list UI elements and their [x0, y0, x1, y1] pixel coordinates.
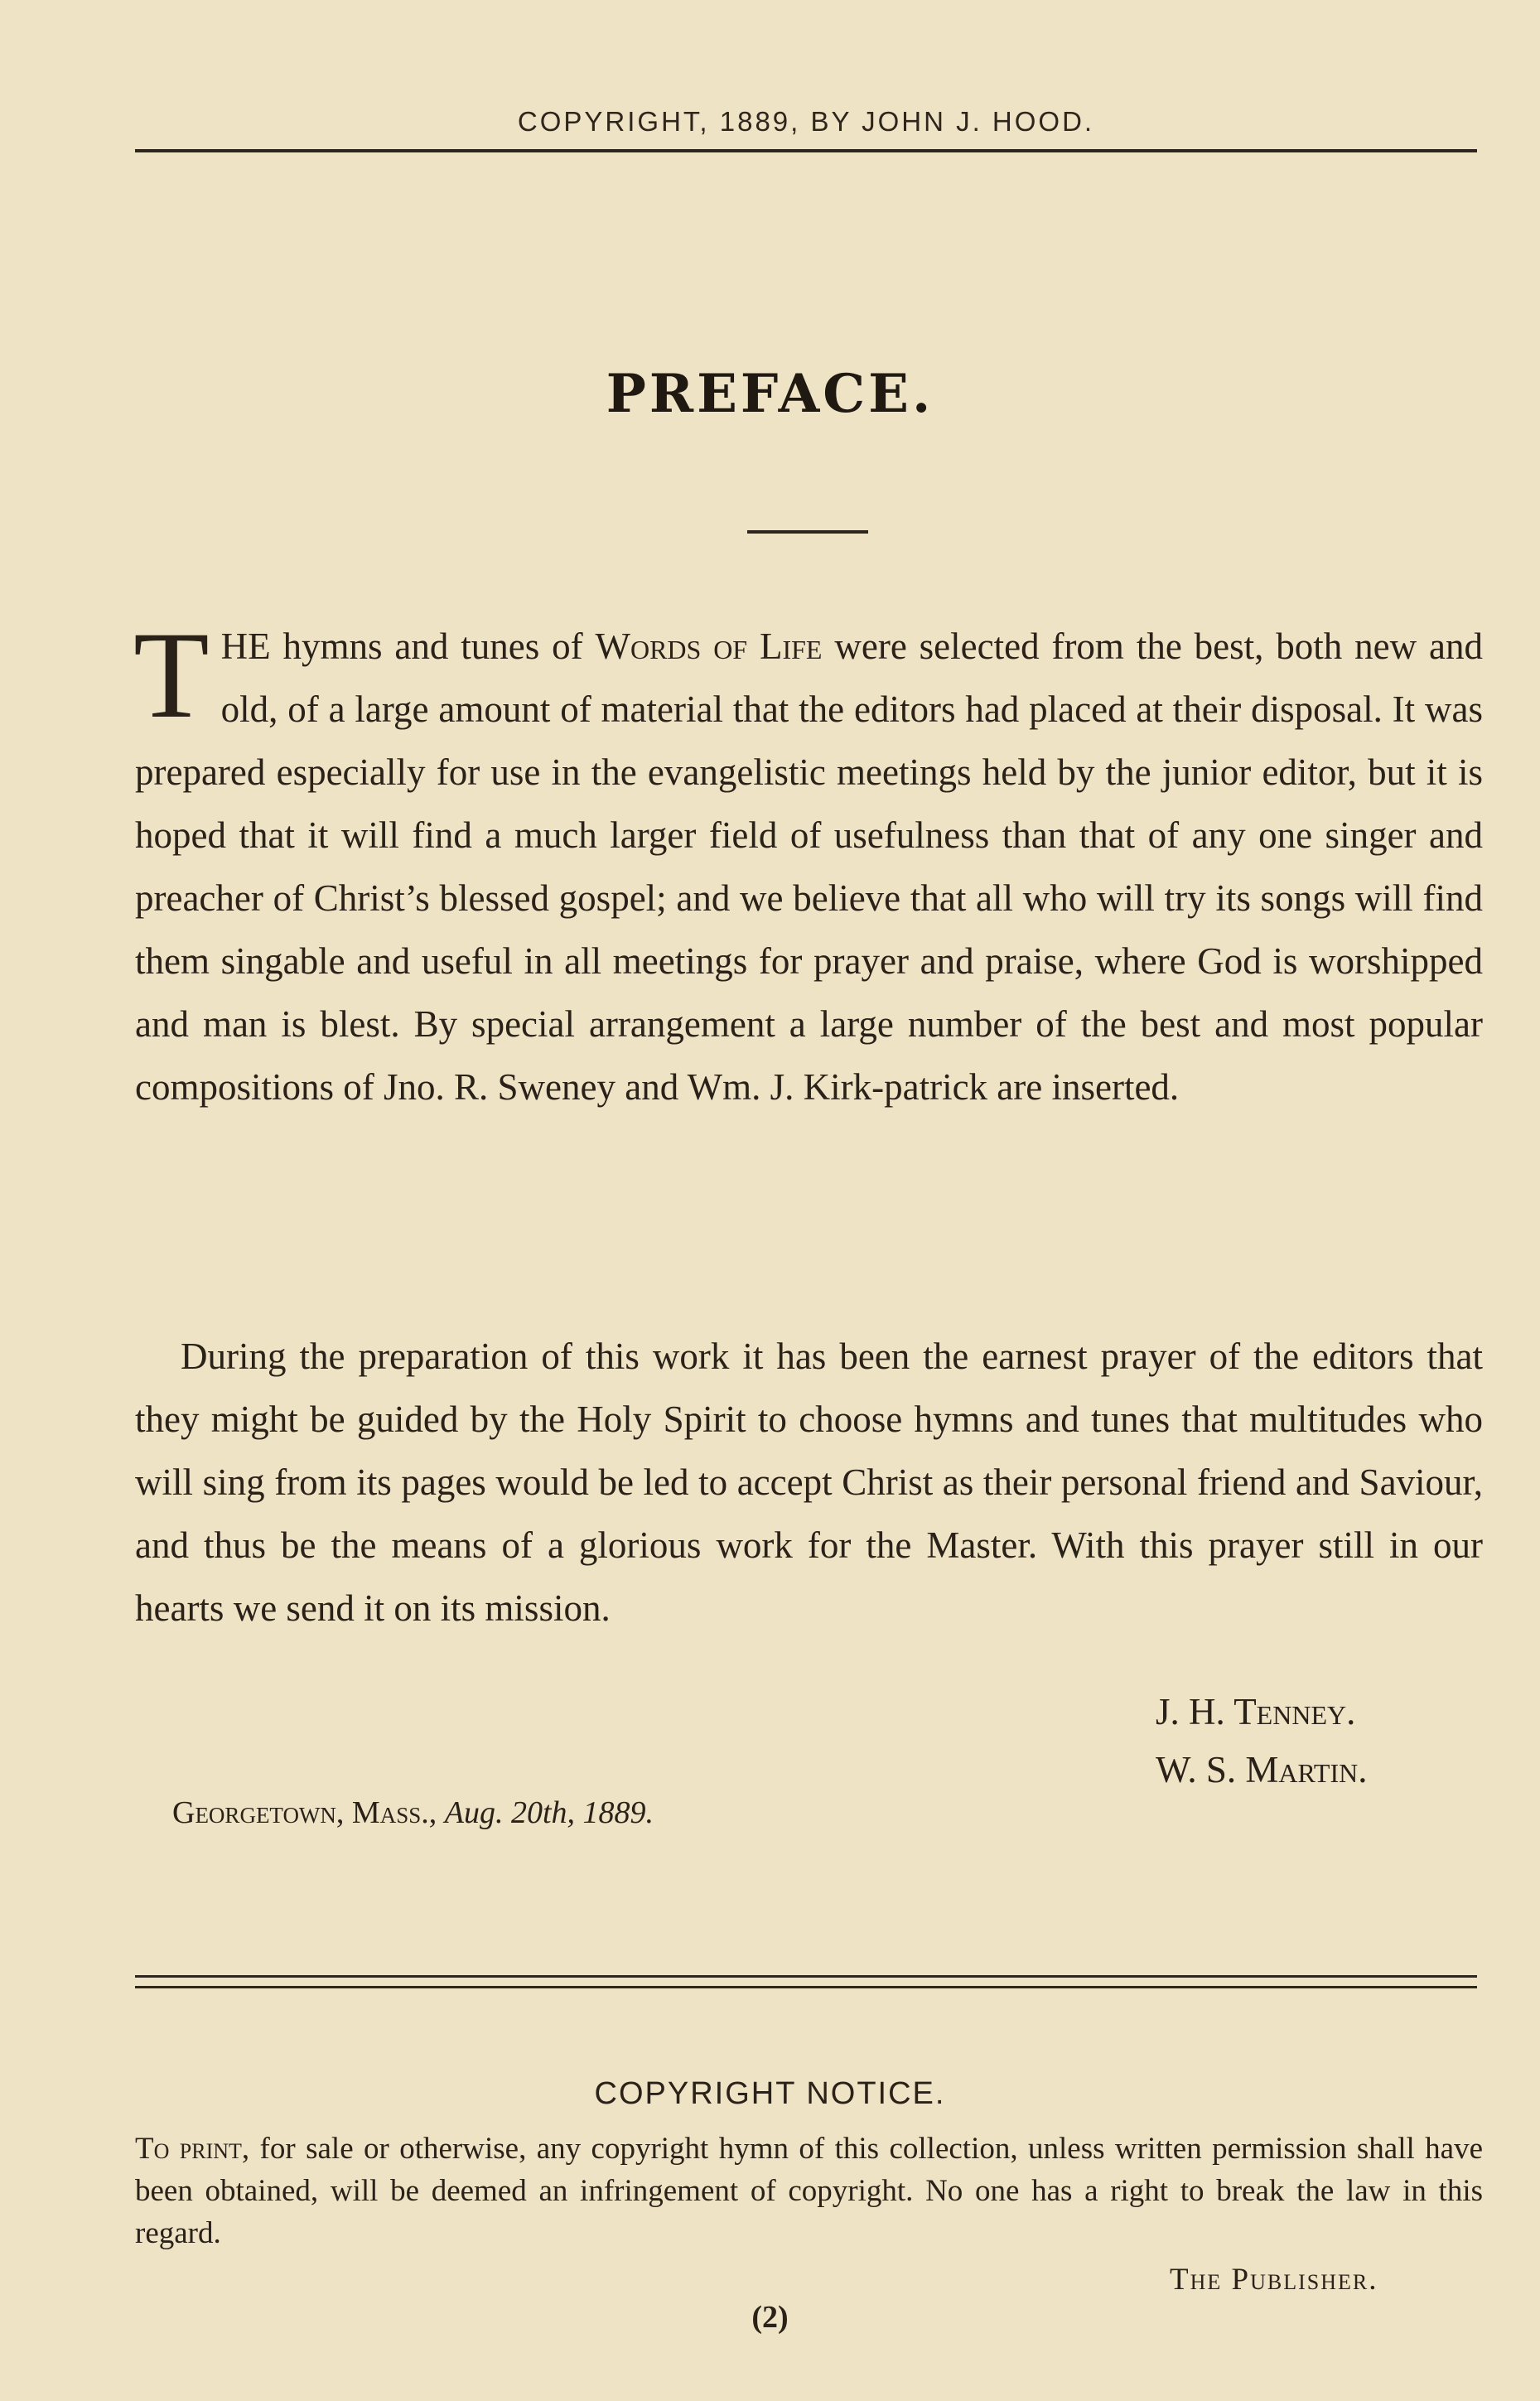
drop-cap: T — [133, 606, 210, 744]
signature-martin: W. S. Martin. — [1156, 1749, 1368, 1790]
notice-body: for sale or otherwise, any copyright hymn of this collection, unless written permission shall have been obtained, will be deemed an infringement of copyright. No one has a right to break the law in this regard. — [135, 2132, 1484, 2250]
place-date — [172, 1781, 654, 1844]
book-title: Words of Life — [595, 626, 823, 667]
paragraph-1-start: HE hymns and tunes of — [220, 626, 596, 667]
preface-title: PREFACE. — [606, 363, 934, 425]
page-number: (2) — [751, 2300, 789, 2335]
header-rule — [135, 149, 1477, 152]
section-divider — [135, 1975, 1477, 1988]
preface-paragraph-1 — [133, 606, 1483, 1118]
preface-paragraph-2: During the preparation of this work it has been the earnest prayer of the editors that they might be guided by the Holy Spirit to choose hymns and tunes that multitudes who will sing from its pages would be led to accept Christ as their personal friend and Saviour, and thus be the means of a glorious work for the Master. With this prayer still in our hearts we send it on its mission. — [135, 1336, 1483, 1629]
publisher-signature: The Publisher. — [1170, 2263, 1378, 2297]
copyright-notice-title: COPYRIGHT NOTICE. — [594, 2076, 946, 2111]
paragraph-1-rest: were selected from the best, both new and old, of a large amount of material that the editors had placed at their disposal. It was prepared especially for use in the evangelistic meetings held by the junior editor, but it is hoped that it will find a much larger field of usefulness than that of any one singer and preacher of Christ’s blessed gospel; and we believe that all who will try its songs will find them singable and useful in all meetings for prayer and praise, where God is worshipped and man is blest. By special arrangement a large number of the best and most popular compositions of Jno. R. Sweney and Wm. J. Kirk-patrick are inserted. — [135, 626, 1483, 1108]
date: Aug. 20th, 1889. — [444, 1795, 654, 1830]
running-head: COPYRIGHT, 1889, BY JOHN J. HOOD. — [517, 106, 1095, 137]
copyright-notice-text — [135, 2128, 1483, 2254]
signature-tenney: J. H. Tenney. — [1156, 1691, 1356, 1732]
notice-lead: To print, — [135, 2132, 250, 2166]
title-rule — [747, 530, 868, 534]
place: Georgetown, Mass., — [172, 1795, 437, 1830]
